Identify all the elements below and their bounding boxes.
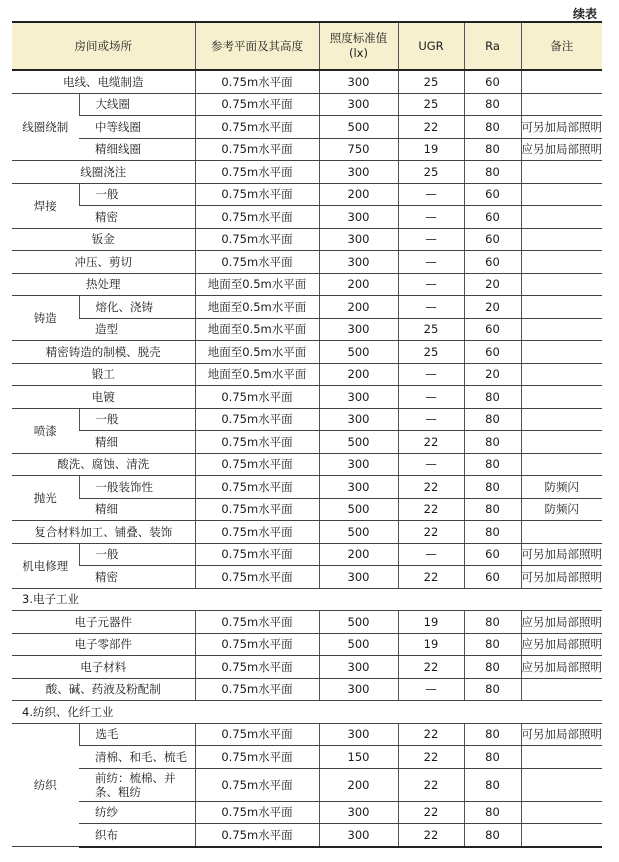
ra-value: 80 xyxy=(464,116,521,139)
ugr-value: 25 xyxy=(398,161,464,184)
illuminance-value: 300 xyxy=(319,408,398,431)
table-row xyxy=(12,723,602,746)
ugr-value: 25 xyxy=(398,70,464,93)
room-name: 精密 xyxy=(79,566,195,589)
illuminance-value: 300 xyxy=(319,251,398,274)
ugr-value: 25 xyxy=(398,93,464,116)
ugr-value: 22 xyxy=(398,723,464,746)
reference-plane: 地面至0.5m水平面 xyxy=(195,341,319,364)
illuminance-value: 200 xyxy=(319,183,398,206)
reference-plane: 0.75m水平面 xyxy=(195,138,319,161)
ugr-value: 19 xyxy=(398,138,464,161)
room-name: 精密铸造的制模、脱壳 xyxy=(12,341,195,364)
ra-value: 80 xyxy=(464,656,521,679)
illuminance-value: 300 xyxy=(319,453,398,476)
illuminance-table xyxy=(12,21,602,848)
note: 可另加局部照明 xyxy=(521,723,602,746)
illuminance-value: 300 xyxy=(319,206,398,229)
room-name: 精细 xyxy=(79,498,195,521)
reference-plane: 0.75m水平面 xyxy=(195,183,319,206)
reference-plane: 0.75m水平面 xyxy=(195,116,319,139)
note: 可另加局部照明 xyxy=(521,543,602,566)
illuminance-value: 300 xyxy=(319,566,398,589)
ra-value: 80 xyxy=(464,408,521,431)
ugr-value: — xyxy=(398,386,464,409)
room-name: 电子零部件 xyxy=(12,633,195,656)
table-row xyxy=(12,656,602,679)
table-row xyxy=(12,273,602,296)
table-row xyxy=(12,521,602,544)
note xyxy=(521,296,602,319)
room-name: 一般 xyxy=(79,408,195,431)
reference-plane: 0.75m水平面 xyxy=(195,801,319,824)
ugr-value: — xyxy=(398,296,464,319)
room-name: 精细线圈 xyxy=(79,138,195,161)
ra-value: 20 xyxy=(464,296,521,319)
ugr-value: 19 xyxy=(398,633,464,656)
room-name: 酸洗、腐蚀、清洗 xyxy=(12,453,195,476)
reference-plane: 0.75m水平面 xyxy=(195,453,319,476)
table-row xyxy=(12,453,602,476)
note xyxy=(521,206,602,229)
table-row xyxy=(12,633,602,656)
room-name: 前纺：梳棉、并条、粗纺 xyxy=(79,768,195,801)
room-name: 精细 xyxy=(79,431,195,454)
table-row xyxy=(12,296,602,319)
ugr-value: 22 xyxy=(398,656,464,679)
ugr-value: 22 xyxy=(398,498,464,521)
ra-value: 80 xyxy=(464,633,521,656)
illuminance-value: 500 xyxy=(319,116,398,139)
ugr-value: 22 xyxy=(398,566,464,589)
ugr-value: 22 xyxy=(398,768,464,801)
section-row xyxy=(12,588,602,611)
room-name: 钣金 xyxy=(12,228,195,251)
header-ugr: UGR xyxy=(398,22,464,70)
table-row xyxy=(12,431,602,454)
ra-value: 80 xyxy=(464,678,521,701)
note xyxy=(521,318,602,341)
ugr-value: — xyxy=(398,453,464,476)
ra-value: 80 xyxy=(464,611,521,634)
room-name: 热处理 xyxy=(12,273,195,296)
reference-plane: 地面至0.5m水平面 xyxy=(195,273,319,296)
ra-value: 80 xyxy=(464,453,521,476)
illuminance-value: 500 xyxy=(319,633,398,656)
group-name: 焊接 xyxy=(12,183,79,228)
ra-value: 20 xyxy=(464,273,521,296)
ugr-value: — xyxy=(398,678,464,701)
group-name: 抛光 xyxy=(12,476,79,521)
note: 可另加局部照明 xyxy=(521,566,602,589)
room-name: 清棉、和毛、梳毛 xyxy=(79,746,195,769)
room-name: 锻工 xyxy=(12,363,195,386)
illuminance-value: 200 xyxy=(319,768,398,801)
ra-value: 60 xyxy=(464,543,521,566)
table-row xyxy=(12,611,602,634)
ugr-value: — xyxy=(398,408,464,431)
ugr-value: — xyxy=(398,273,464,296)
ugr-value: — xyxy=(398,183,464,206)
reference-plane: 0.75m水平面 xyxy=(195,476,319,499)
table-row xyxy=(12,386,602,409)
note: 应另加局部照明 xyxy=(521,138,602,161)
reference-plane: 0.75m水平面 xyxy=(195,93,319,116)
ra-value: 80 xyxy=(464,824,521,847)
illuminance-value: 500 xyxy=(319,521,398,544)
illuminance-value: 300 xyxy=(319,678,398,701)
table-row xyxy=(12,498,602,521)
illuminance-value: 500 xyxy=(319,341,398,364)
section-title: 3.电子工业 xyxy=(12,588,602,611)
illuminance-value: 200 xyxy=(319,296,398,319)
table-header-row xyxy=(12,22,602,70)
note: 可另加局部照明 xyxy=(521,116,602,139)
ra-value: 60 xyxy=(464,566,521,589)
illuminance-value: 300 xyxy=(319,70,398,93)
table-row xyxy=(12,678,602,701)
illuminance-value: 300 xyxy=(319,318,398,341)
ra-value: 80 xyxy=(464,431,521,454)
table-row xyxy=(12,116,602,139)
room-name: 精密 xyxy=(79,206,195,229)
reference-plane: 地面至0.5m水平面 xyxy=(195,318,319,341)
header-ra: Ra xyxy=(464,22,521,70)
table-row xyxy=(12,408,602,431)
note xyxy=(521,341,602,364)
ra-value: 20 xyxy=(464,363,521,386)
ra-value: 60 xyxy=(464,341,521,364)
reference-plane: 0.75m水平面 xyxy=(195,498,319,521)
ra-value: 60 xyxy=(464,206,521,229)
reference-plane: 0.75m水平面 xyxy=(195,251,319,274)
room-name: 造型 xyxy=(79,318,195,341)
room-name: 电子材料 xyxy=(12,656,195,679)
table-row xyxy=(12,363,602,386)
group-name: 线圈绕制 xyxy=(12,93,79,161)
ra-value: 80 xyxy=(464,521,521,544)
room-name: 复合材料加工、铺叠、装饰 xyxy=(12,521,195,544)
note: 应另加局部照明 xyxy=(521,611,602,634)
ugr-value: — xyxy=(398,228,464,251)
group-name: 机电修理 xyxy=(12,543,79,588)
illuminance-value: 300 xyxy=(319,161,398,184)
ra-value: 80 xyxy=(464,768,521,801)
ra-value: 80 xyxy=(464,723,521,746)
illuminance-value: 300 xyxy=(319,824,398,847)
illuminance-value: 300 xyxy=(319,386,398,409)
ugr-value: 22 xyxy=(398,521,464,544)
note xyxy=(521,273,602,296)
ra-value: 60 xyxy=(464,318,521,341)
header-notes: 备注 xyxy=(521,22,602,70)
reference-plane: 0.75m水平面 xyxy=(195,521,319,544)
ra-value: 80 xyxy=(464,138,521,161)
room-name: 电镀 xyxy=(12,386,195,409)
note xyxy=(521,453,602,476)
note xyxy=(521,801,602,824)
illuminance-value: 750 xyxy=(319,138,398,161)
room-name: 织布 xyxy=(79,824,195,847)
group-name: 纺织 xyxy=(12,723,79,847)
ra-value: 60 xyxy=(464,183,521,206)
room-name: 一般 xyxy=(79,543,195,566)
reference-plane: 0.75m水平面 xyxy=(195,70,319,93)
reference-plane: 0.75m水平面 xyxy=(195,228,319,251)
table-row xyxy=(12,801,602,824)
ra-value: 80 xyxy=(464,93,521,116)
group-name: 铸造 xyxy=(12,296,79,341)
reference-plane: 0.75m水平面 xyxy=(195,161,319,184)
ugr-value: 25 xyxy=(398,318,464,341)
table-row xyxy=(12,70,602,93)
reference-plane: 0.75m水平面 xyxy=(195,768,319,801)
ugr-value: 22 xyxy=(398,476,464,499)
table-row xyxy=(12,161,602,184)
room-name: 线圈浇注 xyxy=(12,161,195,184)
illuminance-value: 300 xyxy=(319,93,398,116)
header-illuminance-label: 照度标准值 xyxy=(329,31,388,45)
note xyxy=(521,228,602,251)
reference-plane: 地面至0.5m水平面 xyxy=(195,296,319,319)
room-name: 一般 xyxy=(79,183,195,206)
room-name: 熔化、浇铸 xyxy=(79,296,195,319)
ra-value: 60 xyxy=(464,251,521,274)
table-row xyxy=(12,183,602,206)
ugr-value: 22 xyxy=(398,431,464,454)
table-row xyxy=(12,566,602,589)
ugr-value: — xyxy=(398,543,464,566)
illuminance-value: 150 xyxy=(319,746,398,769)
note xyxy=(521,521,602,544)
ra-value: 80 xyxy=(464,386,521,409)
table-row xyxy=(12,746,602,769)
header-illuminance-unit: (lx) xyxy=(349,46,368,60)
room-name: 电线、电缆制造 xyxy=(12,70,195,93)
note: 应另加局部照明 xyxy=(521,656,602,679)
illuminance-value: 300 xyxy=(319,801,398,824)
section-row xyxy=(12,701,602,724)
reference-plane: 0.75m水平面 xyxy=(195,408,319,431)
reference-plane: 0.75m水平面 xyxy=(195,824,319,847)
header-plane: 参考平面及其高度 xyxy=(195,22,319,70)
illuminance-value: 500 xyxy=(319,431,398,454)
reference-plane: 0.75m水平面 xyxy=(195,633,319,656)
room-name: 纺纱 xyxy=(79,801,195,824)
table-row xyxy=(12,768,602,801)
ugr-value: 19 xyxy=(398,611,464,634)
illuminance-value: 300 xyxy=(319,476,398,499)
ra-value: 80 xyxy=(464,161,521,184)
note xyxy=(521,386,602,409)
note: 防频闪 xyxy=(521,498,602,521)
reference-plane: 0.75m水平面 xyxy=(195,678,319,701)
table-row xyxy=(12,206,602,229)
ugr-value: — xyxy=(398,363,464,386)
ra-value: 60 xyxy=(464,228,521,251)
note xyxy=(521,70,602,93)
room-name: 电子元器件 xyxy=(12,611,195,634)
reference-plane: 0.75m水平面 xyxy=(195,543,319,566)
header-illuminance xyxy=(319,22,398,70)
room-name: 选毛 xyxy=(79,723,195,746)
note xyxy=(521,768,602,801)
note xyxy=(521,93,602,116)
illuminance-value: 200 xyxy=(319,543,398,566)
table-row xyxy=(12,318,602,341)
table-row xyxy=(12,228,602,251)
ra-value: 80 xyxy=(464,801,521,824)
reference-plane: 0.75m水平面 xyxy=(195,386,319,409)
illuminance-value: 200 xyxy=(319,273,398,296)
ugr-value: 22 xyxy=(398,824,464,847)
table-row xyxy=(12,138,602,161)
ugr-value: 22 xyxy=(398,801,464,824)
illuminance-value: 300 xyxy=(319,723,398,746)
ra-value: 80 xyxy=(464,746,521,769)
note xyxy=(521,363,602,386)
note xyxy=(521,431,602,454)
note: 应另加局部照明 xyxy=(521,633,602,656)
header-room: 房间或场所 xyxy=(12,22,195,70)
section-title: 4.纺织、化纤工业 xyxy=(12,701,602,724)
group-name: 喷漆 xyxy=(12,408,79,453)
reference-plane: 0.75m水平面 xyxy=(195,746,319,769)
ra-value: 60 xyxy=(464,70,521,93)
illuminance-value: 500 xyxy=(319,498,398,521)
note xyxy=(521,161,602,184)
note xyxy=(521,678,602,701)
illuminance-value: 300 xyxy=(319,228,398,251)
note xyxy=(521,408,602,431)
ra-value: 80 xyxy=(464,476,521,499)
reference-plane: 0.75m水平面 xyxy=(195,723,319,746)
reference-plane: 0.75m水平面 xyxy=(195,611,319,634)
note xyxy=(521,746,602,769)
note xyxy=(521,251,602,274)
reference-plane: 0.75m水平面 xyxy=(195,206,319,229)
table-row xyxy=(12,543,602,566)
room-name: 冲压、剪切 xyxy=(12,251,195,274)
reference-plane: 0.75m水平面 xyxy=(195,431,319,454)
ugr-value: 22 xyxy=(398,746,464,769)
ugr-value: 22 xyxy=(398,116,464,139)
ugr-value: — xyxy=(398,251,464,274)
illuminance-value: 200 xyxy=(319,363,398,386)
continued-caption: 续表 xyxy=(572,7,597,21)
note xyxy=(521,824,602,847)
illuminance-value: 300 xyxy=(319,656,398,679)
note: 防频闪 xyxy=(521,476,602,499)
room-name: 酸、碱、药液及粉配制 xyxy=(12,678,195,701)
ugr-value: 25 xyxy=(398,341,464,364)
table-row xyxy=(12,476,602,499)
room-name: 大线圈 xyxy=(79,93,195,116)
room-name: 一般装饰性 xyxy=(79,476,195,499)
illuminance-value: 500 xyxy=(319,611,398,634)
table-row xyxy=(12,824,602,847)
reference-plane: 0.75m水平面 xyxy=(195,566,319,589)
ugr-value: — xyxy=(398,206,464,229)
table-row xyxy=(12,251,602,274)
room-name: 中等线圈 xyxy=(79,116,195,139)
ra-value: 80 xyxy=(464,498,521,521)
reference-plane: 0.75m水平面 xyxy=(195,656,319,679)
table-row xyxy=(12,341,602,364)
note xyxy=(521,183,602,206)
reference-plane: 地面至0.5m水平面 xyxy=(195,363,319,386)
table-row xyxy=(12,93,602,116)
